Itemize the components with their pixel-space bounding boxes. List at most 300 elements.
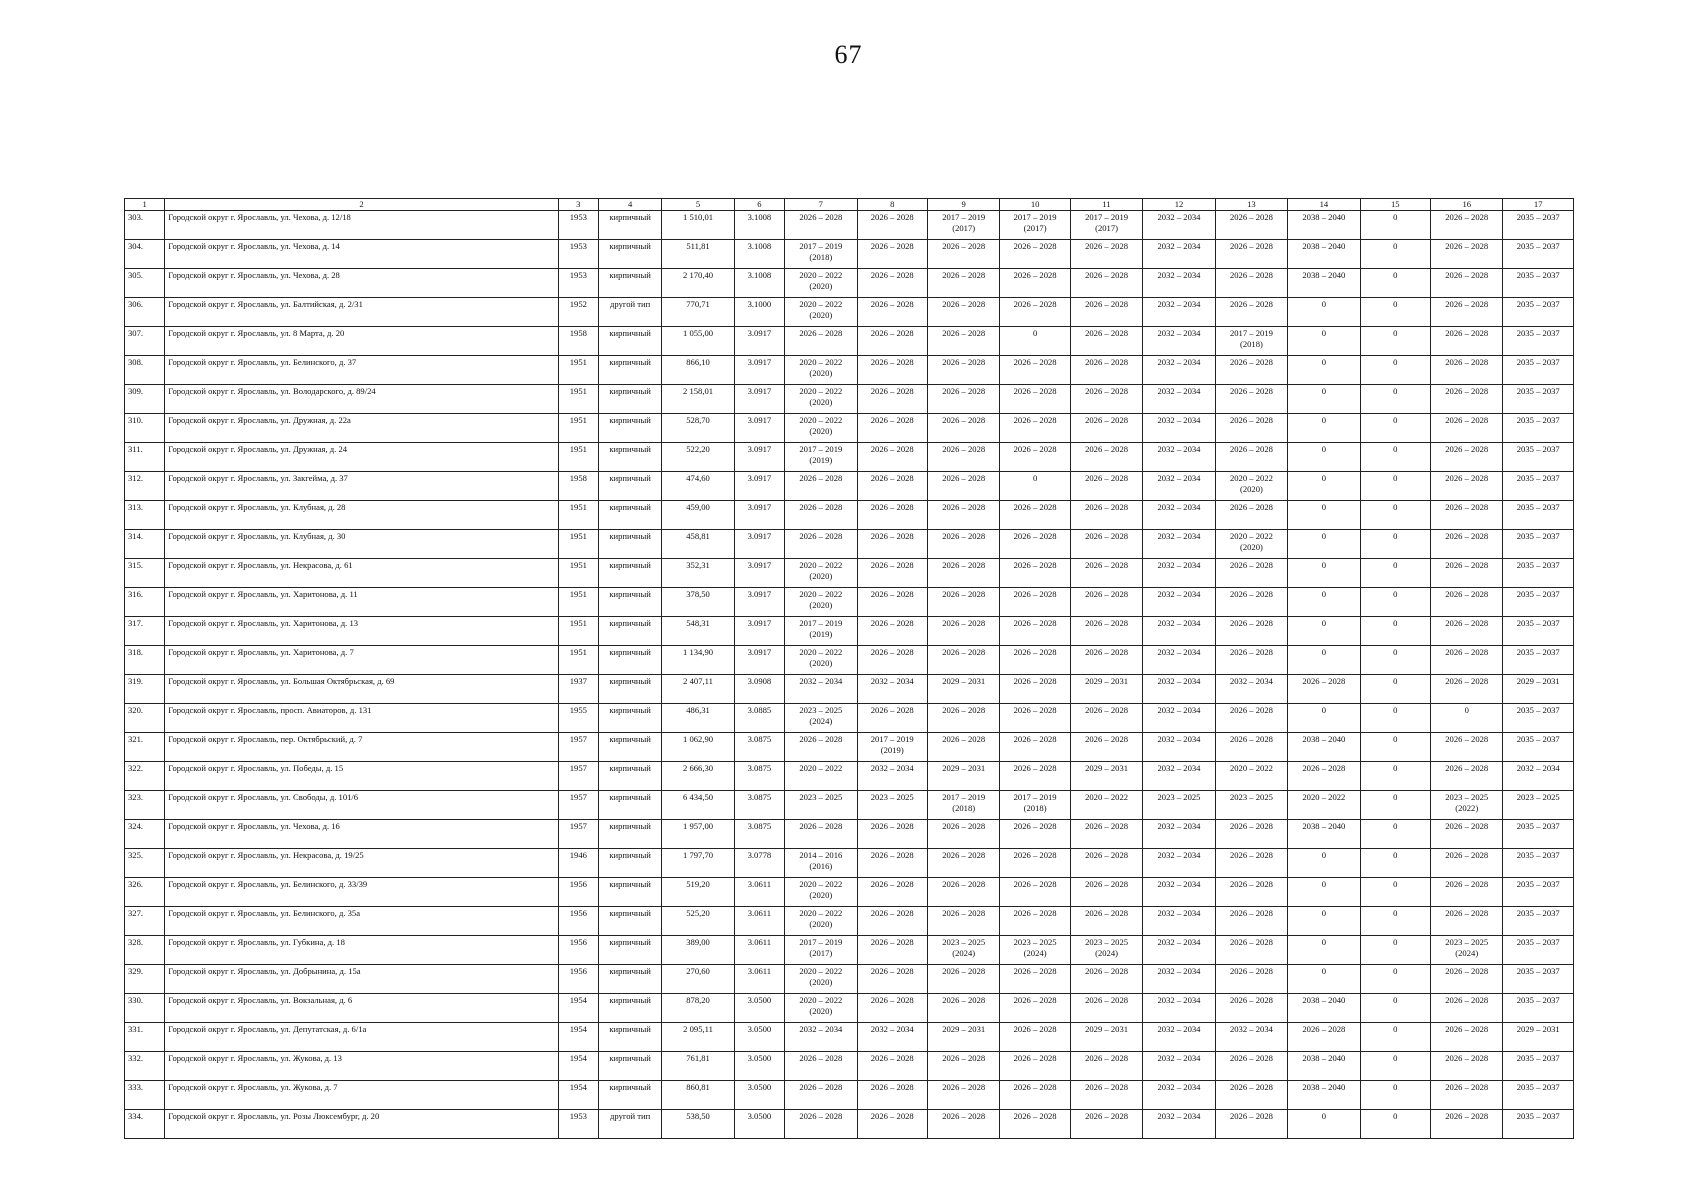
address-cell: Городской округ г. Ярославль, ул. Победы, д. 15 [165, 762, 558, 791]
data-cell: 2026 – 2028 [927, 1052, 999, 1081]
data-cell: 1953 [558, 240, 598, 269]
data-cell: 1 055,00 [662, 327, 734, 356]
data-cell: 2 158,01 [662, 385, 734, 414]
data-cell: 2029 – 2031 [927, 762, 999, 791]
data-cell: 2026 – 2028 [1000, 1081, 1070, 1110]
table-row [125, 936, 1574, 965]
data-cell: 2026 – 2028 [1070, 327, 1142, 356]
data-cell: 0 [1360, 472, 1430, 501]
table-row [125, 1110, 1574, 1139]
data-cell: 2026 – 2028 [1431, 965, 1503, 994]
data-cell: 2035 – 2037 [1503, 1110, 1574, 1139]
address-cell: Городской округ г. Ярославль, ул. Харитонова, д. 13 [165, 617, 558, 646]
data-cell: 1951 [558, 356, 598, 385]
data-cell: 860,81 [662, 1081, 734, 1110]
data-cell: 2026 – 2028 [1070, 240, 1142, 269]
data-cell: 2032 – 2034 [1143, 1023, 1215, 1052]
data-cell: 2026 – 2028 [857, 269, 927, 298]
data-cell: 2038 – 2040 [1288, 211, 1360, 240]
data-cell: 2026 – 2028 [785, 1110, 857, 1139]
address-cell: Городской округ г. Ярославль, ул. Розы Люксембург, д. 20 [165, 1110, 558, 1139]
data-cell: кирпичный [598, 1081, 661, 1110]
data-cell: 2 666,30 [662, 762, 734, 791]
data-cell: 0 [1288, 443, 1360, 472]
address-cell: Городской округ г. Ярославль, ул. Чехова, д. 28 [165, 269, 558, 298]
data-cell: 0 [1360, 965, 1430, 994]
table-row [125, 878, 1574, 907]
data-cell: 2035 – 2037 [1503, 211, 1574, 240]
data-cell: 2035 – 2037 [1503, 994, 1574, 1023]
table-row [125, 385, 1574, 414]
data-cell: 2026 – 2028 [1431, 559, 1503, 588]
data-cell: 2020 – 2022 (2020) [785, 588, 857, 617]
data-cell: 0 [1360, 356, 1430, 385]
data-cell: 2026 – 2028 [857, 1110, 927, 1139]
data-cell: 2026 – 2028 [1215, 820, 1287, 849]
data-cell: 1937 [558, 675, 598, 704]
data-cell: 2026 – 2028 [857, 1052, 927, 1081]
data-cell: 2026 – 2028 [927, 414, 999, 443]
data-cell: 2026 – 2028 [1215, 907, 1287, 936]
data-cell: 2026 – 2028 [1070, 414, 1142, 443]
data-cell: 2026 – 2028 [1000, 1023, 1070, 1052]
data-cell: 2 095,11 [662, 1023, 734, 1052]
data-cell: 2026 – 2028 [857, 530, 927, 559]
row-number-cell: 327. [125, 907, 165, 936]
data-cell: 2029 – 2031 [1070, 1023, 1142, 1052]
data-cell: 2026 – 2028 [1215, 240, 1287, 269]
data-cell: 2026 – 2028 [857, 501, 927, 530]
data-cell: кирпичный [598, 1052, 661, 1081]
address-cell: Городской округ г. Ярославль, ул. Володарского, д. 89/24 [165, 385, 558, 414]
data-cell: 2026 – 2028 [1000, 443, 1070, 472]
data-cell: 1953 [558, 211, 598, 240]
data-cell: 3.1008 [734, 269, 784, 298]
data-cell: 2026 – 2028 [1431, 1110, 1503, 1139]
data-cell: 474,60 [662, 472, 734, 501]
data-cell: 2032 – 2034 [1503, 762, 1574, 791]
data-cell: кирпичный [598, 269, 661, 298]
row-number-cell: 310. [125, 414, 165, 443]
data-cell: 2026 – 2028 [927, 733, 999, 762]
data-cell: 2026 – 2028 [1431, 327, 1503, 356]
data-cell: 2026 – 2028 [785, 211, 857, 240]
data-cell: 6 434,50 [662, 791, 734, 820]
data-cell: 2020 – 2022 (2020) [785, 994, 857, 1023]
address-cell: Городской округ г. Ярославль, ул. Жукова, д. 13 [165, 1052, 558, 1081]
data-cell: 2032 – 2034 [1143, 762, 1215, 791]
table-row [125, 820, 1574, 849]
address-cell: Городской округ г. Ярославль, ул. Некрасова, д. 61 [165, 559, 558, 588]
data-cell: 2023 – 2025 (2022) [1431, 791, 1503, 820]
row-number-cell: 323. [125, 791, 165, 820]
data-cell: 0 [1360, 1110, 1430, 1139]
data-cell: 2026 – 2028 [927, 298, 999, 327]
data-cell: 1958 [558, 472, 598, 501]
row-number-cell: 313. [125, 501, 165, 530]
data-cell: 2026 – 2028 [1000, 965, 1070, 994]
table-row [125, 704, 1574, 733]
row-number-cell: 331. [125, 1023, 165, 1052]
data-cell: 2026 – 2028 [857, 704, 927, 733]
data-cell: 3.0875 [734, 791, 784, 820]
data-cell: 0 [1431, 704, 1503, 733]
data-cell: 2017 – 2019 (2018) [1215, 327, 1287, 356]
data-cell: 2035 – 2037 [1503, 559, 1574, 588]
data-cell: 3.0917 [734, 472, 784, 501]
data-cell: 2026 – 2028 [1431, 1023, 1503, 1052]
data-cell: 525,20 [662, 907, 734, 936]
address-cell: Городской округ г. Ярославль, ул. Свободы, д. 101/6 [165, 791, 558, 820]
page-number: 67 [834, 40, 863, 69]
data-cell: 2032 – 2034 [1143, 414, 1215, 443]
data-cell: 1958 [558, 327, 598, 356]
table-row [125, 907, 1574, 936]
data-cell: 2032 – 2034 [1143, 849, 1215, 878]
table-row [125, 298, 1574, 327]
data-cell: 1 797,70 [662, 849, 734, 878]
data-cell: 2026 – 2028 [1215, 704, 1287, 733]
data-cell: 2032 – 2034 [1143, 472, 1215, 501]
data-cell: 2032 – 2034 [1143, 298, 1215, 327]
data-cell: 2032 – 2034 [1143, 965, 1215, 994]
data-cell: 538,50 [662, 1110, 734, 1139]
data-cell: 2026 – 2028 [857, 211, 927, 240]
table-row [125, 501, 1574, 530]
data-cell: 486,31 [662, 704, 734, 733]
data-cell: 2026 – 2028 [1000, 356, 1070, 385]
data-cell: 2026 – 2028 [927, 849, 999, 878]
data-cell: 2020 – 2022 (2020) [785, 298, 857, 327]
column-number-header: 11 [1070, 199, 1142, 211]
table-row [125, 356, 1574, 385]
data-cell: 2026 – 2028 [1215, 849, 1287, 878]
data-cell: 0 [1360, 530, 1430, 559]
data-cell: 2017 – 2019 (2017) [927, 211, 999, 240]
address-cell: Городской округ г. Ярославль, ул. Клубная, д. 30 [165, 530, 558, 559]
address-cell: Городской округ г. Ярославль, ул. Закгейма, д. 37 [165, 472, 558, 501]
data-cell: 2026 – 2028 [1288, 675, 1360, 704]
data-cell: 2026 – 2028 [927, 907, 999, 936]
data-cell: 0 [1360, 385, 1430, 414]
data-cell: 3.0917 [734, 327, 784, 356]
data-cell: 2020 – 2022 (2020) [1215, 472, 1287, 501]
data-cell: 2026 – 2028 [857, 240, 927, 269]
data-cell: 2026 – 2028 [1431, 907, 1503, 936]
data-cell: 2029 – 2031 [927, 1023, 999, 1052]
data-cell: 3.0917 [734, 501, 784, 530]
data-cell: 2029 – 2031 [927, 675, 999, 704]
data-cell: 3.0917 [734, 443, 784, 472]
data-cell: 2026 – 2028 [1431, 211, 1503, 240]
data-cell: 2032 – 2034 [1143, 936, 1215, 965]
data-cell: 2023 – 2025 [785, 791, 857, 820]
row-number-cell: 306. [125, 298, 165, 327]
data-cell: 2032 – 2034 [1143, 269, 1215, 298]
data-cell: 2035 – 2037 [1503, 936, 1574, 965]
data-cell: 2032 – 2034 [1143, 704, 1215, 733]
data-cell: 2026 – 2028 [857, 849, 927, 878]
data-cell: 2026 – 2028 [857, 617, 927, 646]
data-cell: 0 [1288, 530, 1360, 559]
data-cell: 3.0875 [734, 733, 784, 762]
data-cell: 2026 – 2028 [1215, 646, 1287, 675]
column-number-header-row [125, 199, 1574, 211]
row-number-cell: 325. [125, 849, 165, 878]
data-cell: 0 [1360, 878, 1430, 907]
data-cell: 519,20 [662, 878, 734, 907]
data-cell: 2026 – 2028 [927, 327, 999, 356]
data-cell: 2026 – 2028 [1000, 675, 1070, 704]
data-cell: 2026 – 2028 [1000, 269, 1070, 298]
data-cell: 2026 – 2028 [1431, 385, 1503, 414]
data-cell: 352,31 [662, 559, 734, 588]
data-cell: 2026 – 2028 [1000, 385, 1070, 414]
data-cell: 0 [1360, 849, 1430, 878]
data-cell: 2032 – 2034 [1143, 1110, 1215, 1139]
data-cell: 2035 – 2037 [1503, 443, 1574, 472]
data-cell: 2026 – 2028 [1070, 965, 1142, 994]
data-cell: кирпичный [598, 762, 661, 791]
data-cell: 2026 – 2028 [1431, 501, 1503, 530]
data-cell: 0 [1360, 240, 1430, 269]
data-cell: 2020 – 2022 (2020) [785, 878, 857, 907]
data-cell: 2026 – 2028 [785, 530, 857, 559]
data-cell: кирпичный [598, 327, 661, 356]
column-number-header: 16 [1431, 199, 1503, 211]
data-cell: 0 [1360, 733, 1430, 762]
data-cell: 2026 – 2028 [1431, 617, 1503, 646]
address-cell: Городской округ г. Ярославль, просп. Авиаторов, д. 131 [165, 704, 558, 733]
address-cell: Городской округ г. Ярославль, ул. Некрасова, д. 19/25 [165, 849, 558, 878]
data-cell: 2035 – 2037 [1503, 820, 1574, 849]
data-cell: 0 [1360, 298, 1430, 327]
data-cell: 2026 – 2028 [1070, 820, 1142, 849]
data-cell: 2032 – 2034 [857, 762, 927, 791]
row-number-cell: 330. [125, 994, 165, 1023]
address-cell: Городской округ г. Ярославль, ул. Чехова, д. 16 [165, 820, 558, 849]
column-number-header: 3 [558, 199, 598, 211]
row-number-cell: 311. [125, 443, 165, 472]
data-cell: 2035 – 2037 [1503, 298, 1574, 327]
data-cell: 2038 – 2040 [1288, 994, 1360, 1023]
data-cell: 3.0875 [734, 762, 784, 791]
data-cell: 2035 – 2037 [1503, 1052, 1574, 1081]
data-cell: 2023 – 2025 [1215, 791, 1287, 820]
data-cell: 2020 – 2022 (2020) [785, 269, 857, 298]
data-cell: 2032 – 2034 [1215, 675, 1287, 704]
table-row [125, 733, 1574, 762]
row-number-cell: 322. [125, 762, 165, 791]
data-cell: 3.0611 [734, 878, 784, 907]
address-cell: Городской округ г. Ярославль, ул. Дружная, д. 24 [165, 443, 558, 472]
data-cell: 2026 – 2028 [1431, 414, 1503, 443]
data-cell: кирпичный [598, 791, 661, 820]
data-cell: 2032 – 2034 [1143, 211, 1215, 240]
column-number-header: 7 [785, 199, 857, 211]
data-cell: 2032 – 2034 [1143, 530, 1215, 559]
data-cell: 2026 – 2028 [927, 356, 999, 385]
data-cell: 2032 – 2034 [1143, 443, 1215, 472]
data-cell: 0 [1360, 907, 1430, 936]
data-cell: 2026 – 2028 [927, 588, 999, 617]
data-cell: 2035 – 2037 [1503, 472, 1574, 501]
address-cell: Городской округ г. Ярославль, ул. Харитонова, д. 11 [165, 588, 558, 617]
table-row [125, 1052, 1574, 1081]
data-cell: кирпичный [598, 907, 661, 936]
data-cell: 2026 – 2028 [1000, 704, 1070, 733]
data-cell: 2026 – 2028 [1000, 733, 1070, 762]
housing-repair-schedule-table [124, 198, 1574, 1139]
address-cell: Городской округ г. Ярославль, ул. Харитонова, д. 7 [165, 646, 558, 675]
data-cell: 2026 – 2028 [1431, 269, 1503, 298]
data-cell: 2017 – 2019 (2017) [785, 936, 857, 965]
table-row [125, 791, 1574, 820]
data-cell: 3.1008 [734, 240, 784, 269]
data-cell: 1951 [558, 501, 598, 530]
data-cell: 2032 – 2034 [1143, 646, 1215, 675]
data-cell: 2035 – 2037 [1503, 240, 1574, 269]
data-cell: 2026 – 2028 [1070, 878, 1142, 907]
data-cell: 2026 – 2028 [927, 646, 999, 675]
data-cell: 0 [1288, 617, 1360, 646]
data-cell: 3.0917 [734, 414, 784, 443]
data-cell: 1952 [558, 298, 598, 327]
data-cell: 2026 – 2028 [1215, 414, 1287, 443]
row-number-cell: 305. [125, 269, 165, 298]
data-cell: 2023 – 2025 (2024) [785, 704, 857, 733]
data-cell: 2026 – 2028 [1070, 501, 1142, 530]
data-cell: 2026 – 2028 [1215, 936, 1287, 965]
data-cell: 2026 – 2028 [857, 356, 927, 385]
data-cell: 2026 – 2028 [927, 820, 999, 849]
data-cell: 0 [1360, 588, 1430, 617]
data-cell: 2026 – 2028 [1431, 530, 1503, 559]
data-cell: 2026 – 2028 [1215, 733, 1287, 762]
data-cell: 3.0500 [734, 1110, 784, 1139]
row-number-cell: 332. [125, 1052, 165, 1081]
table-row [125, 269, 1574, 298]
address-cell: Городской округ г. Ярославль, ул. Клубная, д. 28 [165, 501, 558, 530]
data-cell: кирпичный [598, 965, 661, 994]
data-cell: 1956 [558, 878, 598, 907]
data-cell: 1956 [558, 965, 598, 994]
data-cell: 2026 – 2028 [1000, 501, 1070, 530]
row-number-cell: 329. [125, 965, 165, 994]
data-cell: 2020 – 2022 [785, 762, 857, 791]
data-cell: 2026 – 2028 [1431, 849, 1503, 878]
data-cell: 2026 – 2028 [1000, 588, 1070, 617]
row-number-cell: 309. [125, 385, 165, 414]
address-cell: Городской округ г. Ярославль, ул. Депутатская, д. 6/1а [165, 1023, 558, 1052]
data-cell: 770,71 [662, 298, 734, 327]
address-cell: Городской округ г. Ярославль, пер. Октябрьский, д. 7 [165, 733, 558, 762]
data-cell: 0 [1360, 1023, 1430, 1052]
data-cell: 0 [1360, 327, 1430, 356]
data-cell: 0 [1288, 559, 1360, 588]
table-row [125, 327, 1574, 356]
data-cell: кирпичный [598, 443, 661, 472]
data-cell: 2026 – 2028 [1000, 1110, 1070, 1139]
data-cell: 2026 – 2028 [927, 530, 999, 559]
data-cell: 2038 – 2040 [1288, 240, 1360, 269]
data-cell: 0 [1288, 414, 1360, 443]
data-cell: 2026 – 2028 [857, 1081, 927, 1110]
address-cell: Городской округ г. Ярославль, ул. Большая Октябрьская, д. 69 [165, 675, 558, 704]
data-cell: 0 [1360, 994, 1430, 1023]
data-cell: 1957 [558, 733, 598, 762]
data-cell: 2020 – 2022 [1288, 791, 1360, 820]
data-cell: 2026 – 2028 [785, 472, 857, 501]
data-cell: 0 [1288, 704, 1360, 733]
data-cell: 2026 – 2028 [1215, 356, 1287, 385]
data-cell: кирпичный [598, 646, 661, 675]
data-cell: 2026 – 2028 [1431, 1052, 1503, 1081]
data-cell: 2023 – 2025 [857, 791, 927, 820]
row-number-cell: 324. [125, 820, 165, 849]
data-cell: 2026 – 2028 [857, 327, 927, 356]
data-cell: 1951 [558, 646, 598, 675]
data-cell: 0 [1288, 965, 1360, 994]
table-row [125, 965, 1574, 994]
data-cell: 2035 – 2037 [1503, 617, 1574, 646]
row-number-cell: 308. [125, 356, 165, 385]
data-cell: 2032 – 2034 [1143, 1052, 1215, 1081]
row-number-cell: 316. [125, 588, 165, 617]
row-number-cell: 334. [125, 1110, 165, 1139]
data-cell: кирпичный [598, 878, 661, 907]
data-cell: 2026 – 2028 [927, 965, 999, 994]
data-cell: 2026 – 2028 [857, 588, 927, 617]
data-cell: 2035 – 2037 [1503, 733, 1574, 762]
data-cell: 0 [1288, 298, 1360, 327]
data-cell: 0 [1360, 675, 1430, 704]
data-cell: 2026 – 2028 [1215, 298, 1287, 327]
data-cell: кирпичный [598, 820, 661, 849]
data-cell: 0 [1360, 646, 1430, 675]
data-cell: 2038 – 2040 [1288, 269, 1360, 298]
data-cell: 0 [1360, 1081, 1430, 1110]
data-cell: 2026 – 2028 [1000, 907, 1070, 936]
data-cell: 2026 – 2028 [1000, 559, 1070, 588]
data-cell: 2032 – 2034 [1143, 327, 1215, 356]
data-cell: 2032 – 2034 [785, 1023, 857, 1052]
data-cell: 270,60 [662, 965, 734, 994]
data-cell: 1951 [558, 385, 598, 414]
row-number-cell: 333. [125, 1081, 165, 1110]
column-number-header: 15 [1360, 199, 1430, 211]
data-cell: 2020 – 2022 (2020) [785, 646, 857, 675]
data-cell: 2026 – 2028 [785, 820, 857, 849]
data-cell: 2026 – 2028 [1288, 1023, 1360, 1052]
data-cell: кирпичный [598, 994, 661, 1023]
data-cell: 0 [1360, 269, 1430, 298]
data-cell: 2026 – 2028 [1288, 762, 1360, 791]
data-cell: 2017 – 2019 (2019) [785, 617, 857, 646]
data-cell: 1951 [558, 530, 598, 559]
data-cell: 0 [1360, 443, 1430, 472]
table-row [125, 211, 1574, 240]
data-cell: 2035 – 2037 [1503, 1081, 1574, 1110]
data-cell: 2020 – 2022 (2020) [1215, 530, 1287, 559]
data-cell: 1951 [558, 559, 598, 588]
table-row [125, 849, 1574, 878]
table-row [125, 1081, 1574, 1110]
address-cell: Городской округ г. Ярославль, ул. Добрынина, д. 15а [165, 965, 558, 994]
data-cell: кирпичный [598, 414, 661, 443]
address-cell: Городской округ г. Ярославль, ул. Чехова, д. 14 [165, 240, 558, 269]
data-cell: 0 [1288, 356, 1360, 385]
